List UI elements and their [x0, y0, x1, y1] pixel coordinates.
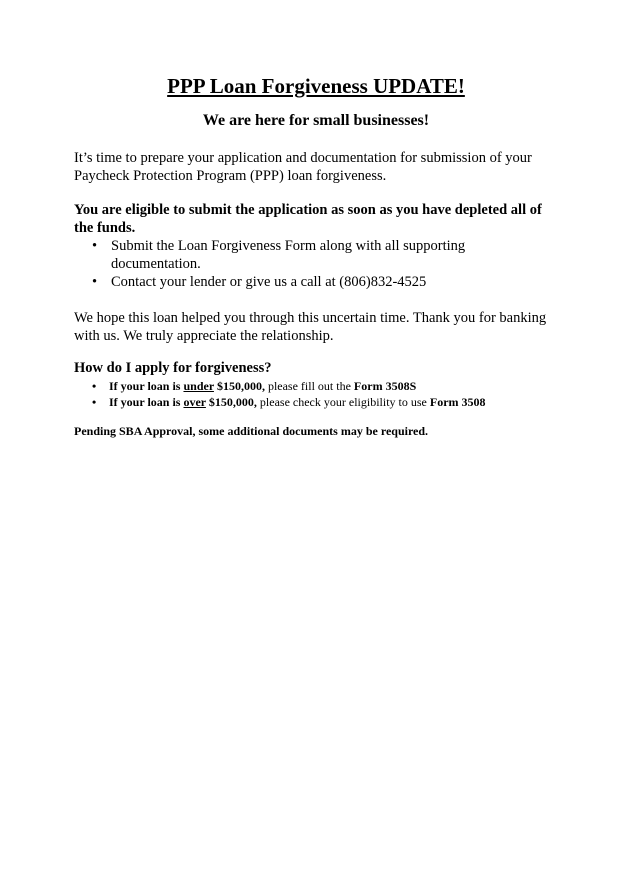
loan-amount: $150,000,	[205, 395, 257, 409]
intro-paragraph: It’s time to prepare your application and documentation for submission of your Paycheck Protection Program (PPP) loan forgiveness.	[74, 150, 532, 184]
form-name: Form 3508S	[353, 379, 417, 393]
loan-amount: $150,000,	[213, 379, 265, 393]
form-name: Form 3508	[429, 395, 486, 409]
pending-note: Pending SBA Approval, some additional documents may be required.	[74, 424, 429, 438]
loan-prefix: If your loan is	[109, 395, 184, 409]
document-subtitle: We are here for small businesses!	[202, 112, 430, 129]
apply-list	[74, 378, 558, 410]
list-item: • Contact your lender or give us a call at (806)832-4525	[92, 273, 558, 291]
list-item: • Submit the Loan Forgiveness Form along with all supporting documentation.	[92, 237, 558, 273]
loan-threshold-word: under	[183, 379, 214, 393]
list-item-under-limit	[92, 378, 558, 394]
loan-prefix: If your loan is	[109, 379, 184, 393]
eligibility-list	[74, 237, 558, 291]
eligibility-heading: You are eligible to submit the application as soon as you have depleted all of the funds.	[74, 202, 542, 236]
loan-instruction: please check your eligibility to use	[256, 395, 430, 409]
list-item-over-limit	[92, 394, 558, 410]
loan-instruction: please fill out the	[264, 379, 354, 393]
document-page	[0, 73, 618, 873]
apply-heading: How do I apply for forgiveness?	[74, 360, 272, 376]
loan-threshold-word: over	[183, 395, 206, 409]
closing-paragraph: We hope this loan helped you through this uncertain time. Thank you for banking with us. We truly appreciate the relationship.	[74, 310, 547, 344]
document-title: PPP Loan Forgiveness UPDATE!	[167, 74, 465, 98]
